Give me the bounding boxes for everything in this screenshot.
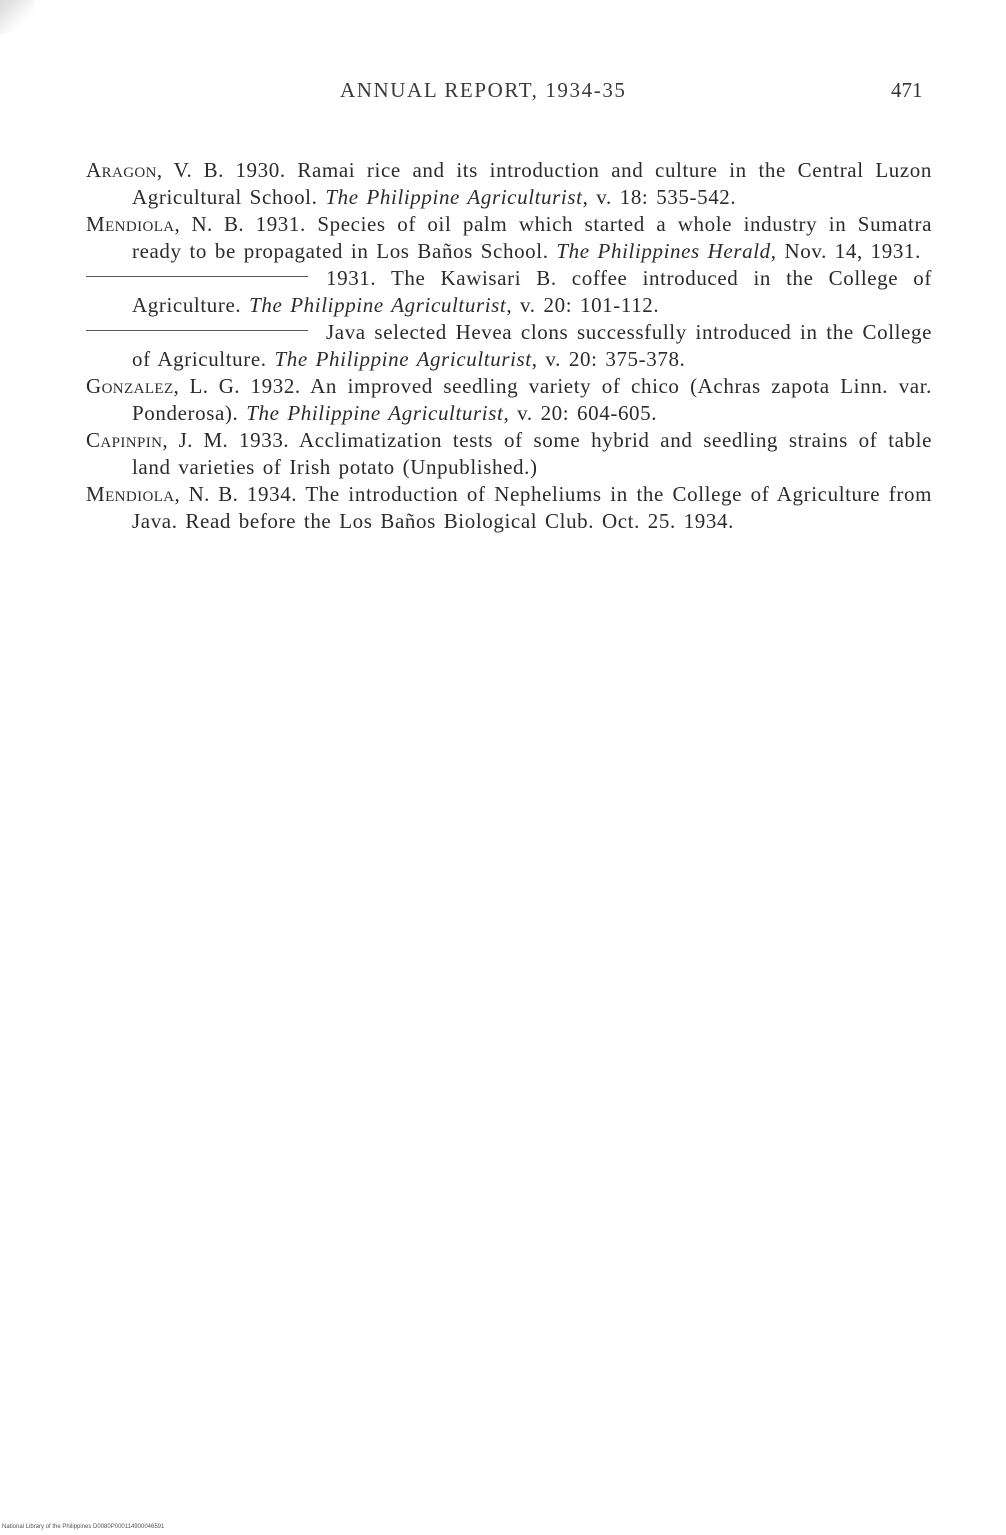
reference-entry bbox=[86, 373, 932, 427]
reference-journal: The Philippine Agriculturist bbox=[246, 401, 504, 425]
reference-text: 1931. Species of oil palm which started a whole industry in Sumatra ready to be propagated in Los Baños School. bbox=[132, 212, 932, 263]
running-head: ANNUAL REPORT, 1934-35 bbox=[340, 78, 627, 102]
reference-journal: The Philippine Agriculturist bbox=[325, 185, 583, 209]
reference-entry bbox=[86, 211, 932, 265]
reference-entry bbox=[86, 319, 932, 373]
reference-tail: , v. 20: 375-378. bbox=[531, 347, 686, 371]
reference-entry bbox=[86, 265, 932, 319]
reference-tail: , v. 18: 535-542. bbox=[582, 185, 737, 209]
page-number: 471 bbox=[891, 78, 923, 102]
reference-text: Java selected Hevea clons successfully introduced in the College of Agriculture. bbox=[132, 320, 932, 371]
reference-tail: , v. 20: 604-605. bbox=[503, 401, 658, 425]
reference-tail: , Nov. 14, 1931. bbox=[770, 239, 921, 263]
reference-text: 1932. An improved seedling variety of chico (Achras zapota Linn. var. Ponderosa). bbox=[132, 374, 933, 425]
reference-journal: The Philippine Agriculturist bbox=[274, 347, 532, 371]
reference-author: Aragon, V. B. bbox=[86, 158, 224, 182]
reference-author: Mendiola, N. B. bbox=[86, 482, 239, 506]
scan-corner-shadow bbox=[0, 0, 34, 34]
page-header bbox=[0, 74, 1006, 108]
reference-text: 1933. Acclimatization tests of some hybrid and seedling strains of table land varieties of Irish potato (Unpublished.) bbox=[132, 428, 933, 479]
reference-entry bbox=[86, 427, 932, 481]
reference-author: Mendiola, N. B. bbox=[86, 212, 245, 236]
scan-credit: National Library of the Philippines D0080P000114900046591 bbox=[2, 1524, 165, 1530]
reference-text: 1931. The Kawisari B. coffee introduced in the College of Agriculture. bbox=[132, 266, 932, 317]
ditto-dash bbox=[86, 276, 308, 277]
ditto-dash bbox=[86, 330, 308, 331]
reference-journal: The Philippine Agriculturist bbox=[249, 293, 507, 317]
reference-entry bbox=[86, 481, 932, 535]
reference-text: 1930. Ramai rice and its introduction and culture in the Central Luzon Agricultural School. bbox=[132, 158, 932, 209]
reference-author: Capinpin, J. M. bbox=[86, 428, 229, 452]
reference-tail: , v. 20: 101-112. bbox=[506, 293, 660, 317]
reference-entry bbox=[86, 157, 932, 211]
reference-author: Gonzalez, L. G. bbox=[86, 374, 240, 398]
reference-text: 1934. The introduction of Nepheliums in the College of Agriculture from Java. Read before the Los Baños Biological Club. Oct. 25. 1934. bbox=[132, 482, 933, 533]
reference-list bbox=[86, 136, 932, 535]
reference-journal: The Philippines Herald bbox=[556, 239, 771, 263]
